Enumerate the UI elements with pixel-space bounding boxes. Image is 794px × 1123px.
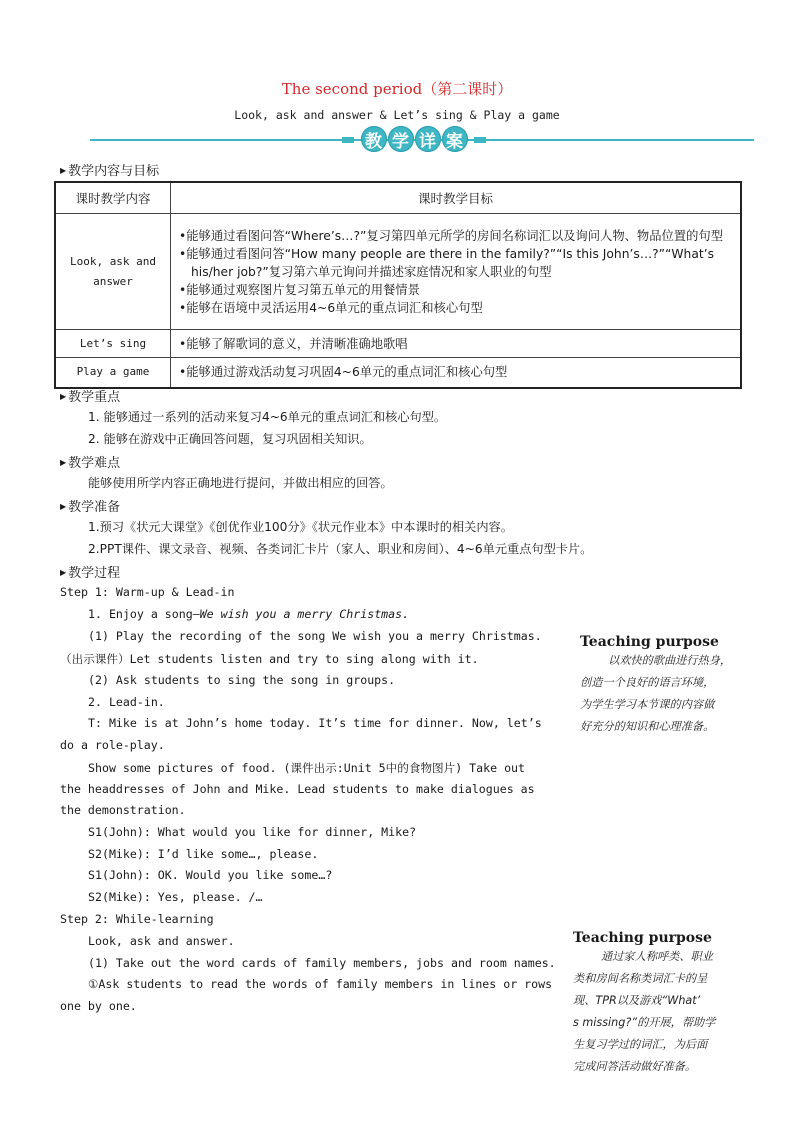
process-line: the demonstration.: [60, 803, 186, 817]
section-heading-key-points: ▶ 教学重点: [60, 390, 121, 405]
process-line: one by one.: [60, 999, 137, 1013]
note-line: 通过家人称呼类、职业: [601, 950, 713, 963]
preparation-item: 2.PPT课件、课文录音、视频、各类词汇卡片（家人、职业和房间）、4~6单元重点句型卡片。: [88, 542, 593, 556]
process-line: ①Ask students to read the words of family members in lines or rows: [88, 977, 553, 991]
note-line: 生复习学过的词汇，为后面: [573, 1038, 708, 1051]
goal-item: •能够通过观察图片复习第五单元的用餐情景: [179, 282, 420, 297]
table-header-cell: 课时教学目标: [171, 182, 742, 214]
process-line: Look, ask and answer.: [88, 934, 235, 948]
process-line: do a role-play.: [60, 738, 165, 752]
page-title: The second period（第二课时）: [281, 80, 513, 98]
table-row: [55, 214, 741, 330]
page-subtitle: Look, ask and answer & Let’s sing & Play a game: [234, 108, 560, 122]
key-point-item: 1. 能够通过一系列的活动来复习4~6单元的重点词汇和核心句型。: [88, 410, 447, 424]
table-row: [55, 330, 741, 358]
process-line: （出示课件）Let students listen and try to sing along with it.: [60, 652, 479, 666]
note-line: s missing?”的开展，帮助学: [573, 1016, 716, 1029]
table-cell-content: Look, ask and answer: [55, 214, 171, 330]
banner-char: 详: [415, 126, 441, 152]
triangle-bullet-icon: ▶: [60, 502, 67, 511]
table-cell-goals: [171, 330, 742, 358]
dialogue-line: S2(Mike): I’d like some…, please.: [88, 847, 319, 861]
note-heading: Teaching purpose: [580, 634, 719, 650]
process-line: the headdresses of John and Mike. Lead students to make dialogues as: [60, 782, 535, 796]
goal-item: •能够了解歌词的意义，并清晰准确地歌唱: [179, 336, 408, 351]
triangle-bullet-icon: ▶: [60, 392, 67, 401]
section-heading-difficulties: ▶ 教学难点: [60, 456, 121, 471]
dialogue-line: S1(John): OK. Would you like some…?: [88, 868, 333, 882]
note-line: 为学生学习本节课的内容做: [580, 698, 715, 711]
process-line: 2. Lead-in.: [88, 695, 165, 709]
process-line: (2) Ask students to sing the song in groups.: [88, 673, 396, 687]
preparation-item: 1.预习《状元大课堂》《创优作业100分》《状元作业本》中本课时的相关内容。: [88, 520, 513, 534]
goal-item: •能够通过看图问答“Where’s…?”复习第四单元所学的房间名称词汇以及询问人物、物品位置的句型: [179, 228, 723, 243]
section-banner: [352, 126, 476, 152]
table-cell-goals: [171, 214, 742, 330]
step-heading: Step 2: While-learning: [60, 912, 214, 926]
banner-char: 案: [442, 126, 468, 152]
note-line: 完成问答活动做好准备。: [573, 1060, 697, 1073]
table-cell-goals: [171, 358, 742, 388]
song-title: We wish you a merry Christmas.: [199, 607, 410, 621]
note-line: 现、TPR以及游戏“What’: [573, 994, 701, 1007]
process-line: (1) Play the recording of the song We wish you a merry Christmas.: [88, 629, 542, 643]
key-point-item: 2. 能够在游戏中正确回答问题，复习巩固相关知识。: [88, 432, 372, 446]
note-line: 创造一个良好的语言环境，: [580, 676, 715, 689]
teaching-purpose-note: [580, 634, 760, 738]
dialogue-line: S2(Mike): Yes, please. /…: [88, 890, 263, 904]
goal-item: •能够通过看图问答“How many people are there in the family?”“Is this John’s…?”“What’s his/her job?”复习第六单元询问并描述家庭情况和家人职业的句型: [179, 246, 715, 279]
table-header-cell: 课时教学内容: [55, 182, 171, 214]
process-line: Show some pictures of food. (课件出示:Unit 5中的食物图片) Take out: [88, 761, 526, 775]
note-heading: Teaching purpose: [573, 930, 712, 946]
process-line: T: Mike is at John’s home today. It’s time for dinner. Now, let’s: [88, 716, 542, 730]
triangle-bullet-icon: ▶: [60, 568, 67, 577]
teaching-purpose-note: [573, 930, 753, 1078]
banner-char: 学: [388, 126, 414, 152]
process-line: 1. Enjoy a song—We wish you a merry Christmas.: [88, 607, 410, 621]
section-heading-content-goals: ▶ 教学内容与目标: [60, 164, 160, 179]
goal-item: •能够通过游戏活动复习巩固4~6单元的重点词汇和核心句型: [179, 365, 508, 380]
table-row: [55, 358, 741, 388]
dialogue-line: S1(John): What would you like for dinner, Mike?: [88, 825, 417, 839]
banner-char: 教: [361, 126, 387, 152]
note-line: 以欢快的歌曲进行热身，: [608, 654, 732, 667]
section-heading-process: ▶ 教学过程: [60, 566, 121, 581]
note-line: 类和房间名称类词汇卡的呈: [573, 972, 708, 985]
goal-item: •能够在语境中灵活运用4~6单元的重点词汇和核心句型: [179, 300, 483, 315]
triangle-bullet-icon: ▶: [60, 458, 67, 467]
section-heading-preparation: ▶ 教学准备: [60, 500, 121, 515]
goals-table: [54, 181, 742, 389]
triangle-bullet-icon: ▶: [60, 166, 67, 175]
table-cell-content: Let’s sing: [55, 330, 171, 358]
process-line: (1) Take out the word cards of family members, jobs and room names.: [88, 956, 556, 970]
table-header-row: [55, 182, 741, 214]
step-heading: Step 1: Warm-up & Lead-in: [60, 585, 235, 599]
note-line: 好充分的知识和心理准备。: [580, 720, 715, 733]
difficulty-text: 能够使用所学内容正确地进行提问，并做出相应的回答。: [88, 476, 393, 490]
table-cell-content: Play a game: [55, 358, 171, 388]
